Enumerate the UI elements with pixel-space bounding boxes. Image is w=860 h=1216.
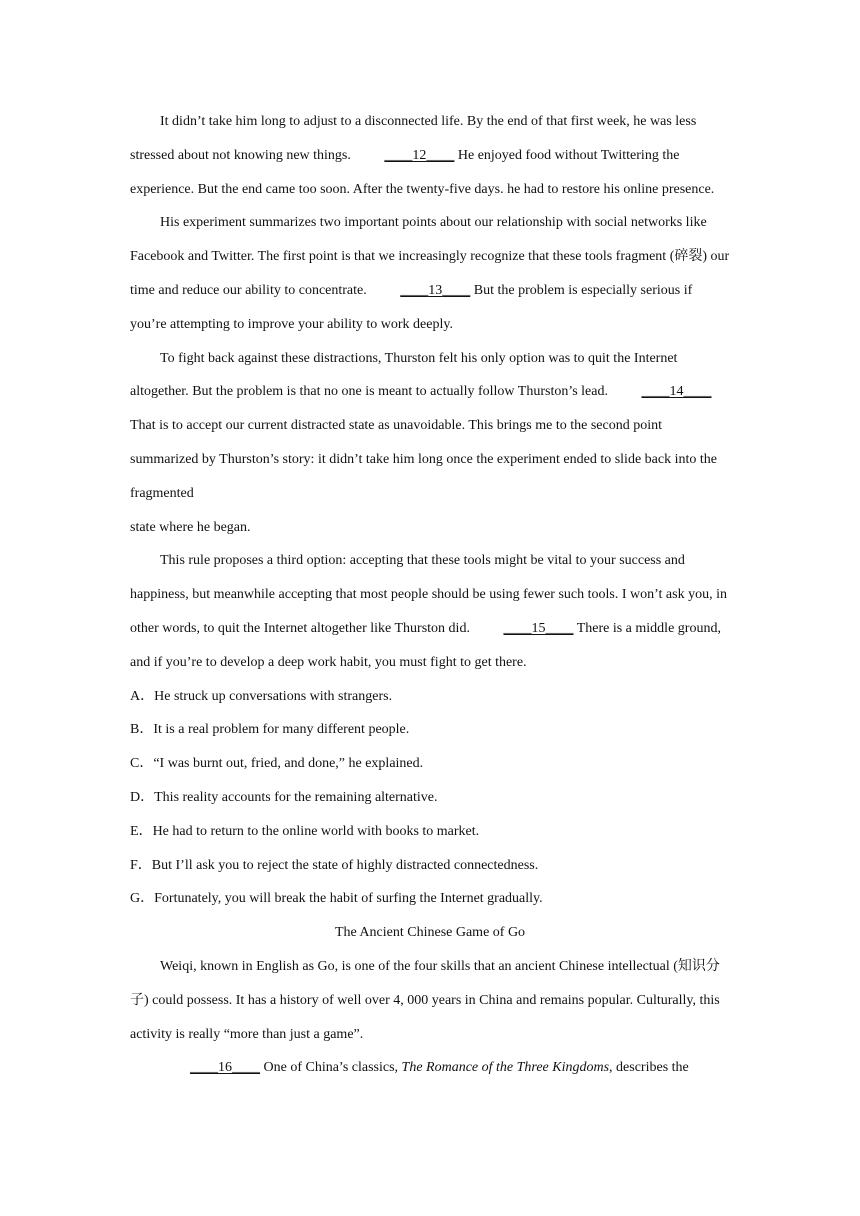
blank-16: ____16____ xyxy=(190,1060,260,1076)
passage-2-title: The Ancient Chinese Game of Go xyxy=(334,925,526,941)
passage-2-paragraph-2 xyxy=(130,1051,730,1085)
option-g: G．Fortunately, you will break the habit of surfing the Internet gradually. xyxy=(130,891,543,907)
option-d: D．This reality accounts for the remaining alternative. xyxy=(130,789,438,805)
blank-14: ____14____ xyxy=(641,384,712,400)
option-f: F．But I’ll ask you to reject the state of highly distracted connectedness. xyxy=(130,857,539,873)
paragraph-1 xyxy=(130,105,730,206)
passage-2-paragraph-1: Weiqi, known in English as Go, is one of the four skills that an ancient Chinese intellectual (知识分子) could possess. It has a history of well over 4, 000 years in China and remains popular. Culturally, this activity is really “more than just a game”. xyxy=(130,958,720,1042)
paragraph-3-tail: state where he began. xyxy=(130,519,251,535)
paragraph-2-text-a: His experiment summarizes two important points about our relationship with social networks like Facebook and Twitter. The first point is that we increasingly recognize that these tools fragment (碎裂) our time and reduce our ability to concentrate. xyxy=(130,215,730,298)
option-a: A．He struck up conversations with strangers. xyxy=(130,688,393,704)
paragraph-4-text-b: There is a middle ground, and if you’re to develop a deep work habit, you must fight to get there. xyxy=(130,620,721,670)
paragraph-3 xyxy=(130,342,730,511)
option-c: C．“I was burnt out, fried, and done,” he explained. xyxy=(130,756,424,772)
paragraph-3-text-b: That is to accept our current distracted state as unavoidable. This brings me to the second point summarized by Thurston’s story: it didn’t take him long once the experiment ended to slide back into the fragmented xyxy=(130,418,717,501)
paragraph-4 xyxy=(130,544,730,679)
paragraph-2-text-b: But the problem is especially serious if you’re attempting to improve your ability to work deeply. xyxy=(130,282,693,332)
document-body xyxy=(130,105,730,1085)
paragraph-1-text-a: It didn’t take him long to adjust to a disconnected life. By the end of that first week, he was less stressed about not knowing new things. xyxy=(130,114,697,163)
paragraph-4-text-a: This rule proposes a third option: accepting that these tools might be vital to your success and happiness, but meanwhile accepting that most people should be using fewer such tools. I won’t ask you, in other words, to quit the Internet altogether like Thurston did. xyxy=(130,553,727,636)
option-b: B．It is a real problem for many different people. xyxy=(130,722,410,738)
blank-15: ____15____ xyxy=(503,620,574,636)
blank-12: ____12____ xyxy=(384,147,455,163)
paragraph-1-text-b: He enjoyed food without Twittering the experience. But the end came too soon. After the twenty-five days. he had to restore his online presence. xyxy=(130,147,715,197)
passage-2-paragraph-2-text-b: , describes the xyxy=(609,1060,689,1076)
paragraph-2 xyxy=(130,206,730,341)
option-e: E．He had to return to the online world with books to market. xyxy=(130,823,480,839)
book-title: The Romance of the Three Kingdoms xyxy=(401,1060,610,1076)
options-list xyxy=(130,680,730,917)
blank-13: ____13____ xyxy=(400,282,471,298)
passage-2-paragraph-2-text-a: One of China’s classics, xyxy=(260,1060,402,1076)
paragraph-3-text-a: To fight back against these distractions, Thurston felt his only option was to quit the Internet altogether. But the problem is that no one is meant to actually follow Thurston’s lead. xyxy=(130,350,678,400)
